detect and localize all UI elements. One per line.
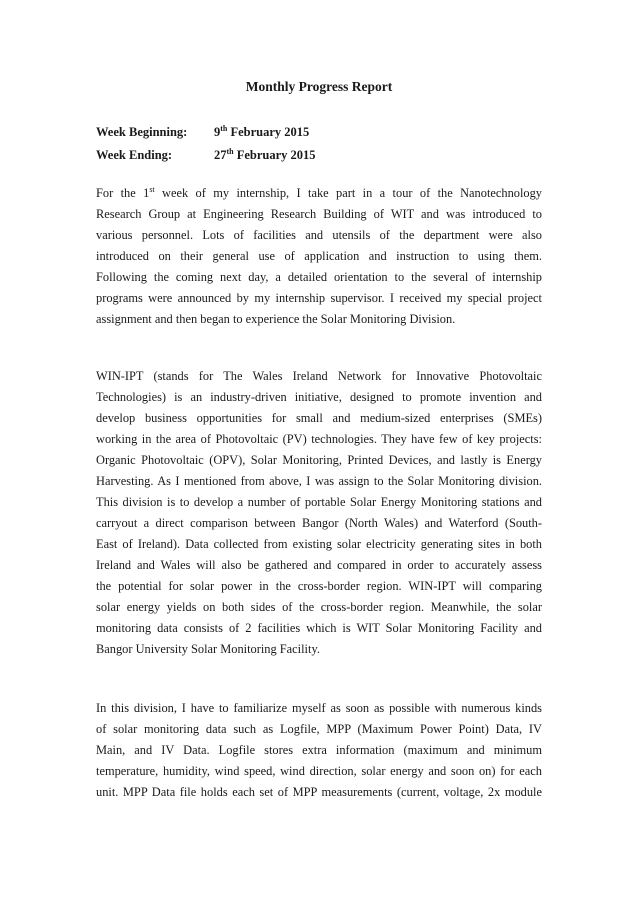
week-beginning-suffix: th — [220, 123, 228, 133]
paragraph-line: Research Group at Engineering Research Building of WIT and was introduced to — [96, 207, 542, 221]
paragraph-win-ipt — [96, 366, 542, 660]
paragraph-line: of solar monitoring data such as Logfile, MPP (Maximum Power Point) Data, IV — [96, 722, 542, 736]
week-ending-row — [96, 147, 316, 163]
week-ending-value — [214, 148, 316, 162]
paragraph-line: develop business opportunities for small and medium-sized enterprises (SMEs) — [96, 411, 542, 425]
week-ending-label: Week Ending: — [96, 148, 173, 162]
week-beginning-value — [214, 125, 309, 139]
paragraph-line: unit. MPP Data file holds each set of MPP measurements (current, voltage, 2x module — [96, 785, 542, 799]
paragraph-line: For the 1st week of my internship, I take part in a tour of the Nanotechnology — [96, 184, 542, 200]
paragraph-line: various personnel. Lots of facilities and utensils of the department were also — [96, 228, 542, 242]
paragraph-line: working in the area of Photovoltaic (PV) technologies. They have few of key projects: — [96, 432, 542, 446]
paragraph-internship-week — [96, 183, 542, 330]
week-beginning-day: 9 — [214, 125, 221, 139]
week-beginning-row — [96, 124, 309, 140]
paragraph-line: the potential for solar power in the cross-border region. WIN-IPT will comparing — [96, 579, 542, 593]
paragraph-line: temperature, humidity, wind speed, wind direction, solar energy and soon on) for each — [96, 764, 542, 778]
paragraph-line: introduced on their general use of application and instruction to using them. — [96, 249, 542, 263]
paragraph-line: programs were announced by my internship supervisor. I received my special project — [96, 291, 542, 305]
paragraph-line: Main, and IV Data. Logfile stores extra information (maximum and minimum — [96, 743, 542, 757]
week-beginning-rest: February 2015 — [227, 125, 310, 139]
week-ending-day: 27 — [214, 148, 227, 162]
paragraph-line: carryout a direct comparison between Bangor (North Wales) and Waterford (South- — [96, 516, 542, 530]
paragraph-line: solar energy yields on both sides of the cross-border region. Meanwhile, the solar — [96, 600, 542, 614]
paragraph-line: Harvesting. As I mentioned from above, I was assign to the Solar Monitoring division. — [96, 474, 542, 488]
paragraph-line: monitoring data consists of 2 facilities which is WIT Solar Monitoring Facility and — [96, 621, 542, 635]
paragraph-line: WIN-IPT (stands for The Wales Ireland Network for Innovative Photovoltaic — [96, 369, 542, 383]
week-ending-suffix: th — [226, 146, 234, 156]
paragraph-line: In this division, I have to familiarize myself as soon as possible with numerous kinds — [96, 701, 542, 715]
paragraph-line: Ireland and Wales will also be gathered and compared in order to accurately assess — [96, 558, 542, 572]
week-beginning-label: Week Beginning: — [96, 125, 188, 139]
paragraph-line: This division is to develop a number of portable Solar Energy Monitoring stations and — [96, 495, 542, 509]
paragraph-monitoring-data — [96, 698, 542, 803]
paragraph-line: Bangor University Solar Monitoring Facility. — [96, 642, 320, 656]
week-ending-rest: February 2015 — [233, 148, 316, 162]
paragraph-line: Following the coming next day, a detailed orientation to the several of internship — [96, 270, 542, 284]
paragraph-line: assignment and then began to experience the Solar Monitoring Division. — [96, 312, 456, 326]
report-title: Monthly Progress Report — [245, 79, 393, 94]
paragraph-line: Organic Photovoltaic (OPV), Solar Monitoring, Printed Devices, and lastly is Energy — [96, 453, 542, 467]
paragraph-line: East of Ireland). Data collected from existing solar electricity generating sites in both — [96, 537, 542, 551]
paragraph-line: Technologies) is an industry-driven initiative, designed to promote invention and — [96, 390, 542, 404]
